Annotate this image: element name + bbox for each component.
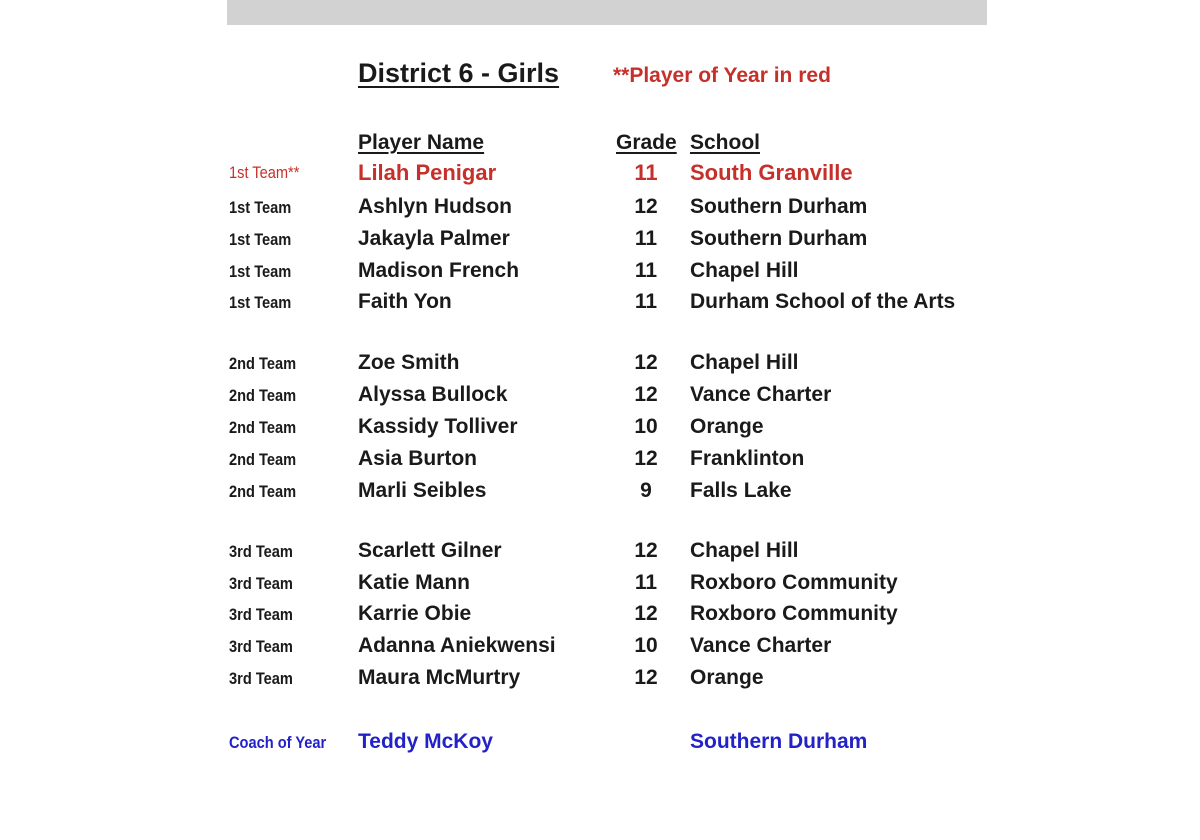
- table-row: [0, 571, 1200, 599]
- team-label: 1st Team: [229, 198, 292, 217]
- player-school: Orange: [690, 415, 764, 438]
- player-name: Lilah Penigar: [358, 160, 497, 185]
- player-school: Franklinton: [690, 447, 805, 470]
- player-grade: 11: [634, 290, 658, 313]
- table-row: [0, 666, 1200, 694]
- player-grade: 11: [634, 160, 658, 185]
- player-name: Maura McMurtry: [358, 666, 521, 689]
- player-name: Asia Burton: [358, 447, 478, 470]
- table-row: [0, 351, 1200, 379]
- team-label: 3rd Team: [229, 605, 293, 624]
- player-grade: 11: [634, 571, 658, 594]
- player-school: Vance Charter: [690, 383, 832, 406]
- player-grade: 12: [634, 666, 658, 689]
- player-name: Alyssa Bullock: [358, 383, 508, 406]
- table-row-player-of-year: [0, 160, 1200, 188]
- player-school: Vance Charter: [690, 634, 832, 657]
- team-label: 2nd Team: [229, 450, 297, 469]
- player-name: Jakayla Palmer: [358, 227, 510, 250]
- team-label: 2nd Team: [229, 354, 297, 373]
- table-row: [0, 602, 1200, 630]
- player-school: Chapel Hill: [690, 539, 799, 562]
- team-label: 3rd Team: [229, 637, 293, 656]
- player-grade: 11: [634, 259, 658, 282]
- table-row: [0, 227, 1200, 255]
- player-grade: 12: [634, 447, 658, 470]
- table-row: [0, 634, 1200, 662]
- team-label: 2nd Team: [229, 386, 297, 405]
- team-label: 2nd Team: [229, 418, 297, 437]
- player-of-year-note: **Player of Year in red: [613, 64, 831, 87]
- player-name: Kassidy Tolliver: [358, 415, 518, 438]
- team-label: 3rd Team: [229, 542, 293, 561]
- team-label: 1st Team: [229, 262, 292, 281]
- table-row: [0, 383, 1200, 411]
- player-school: Southern Durham: [690, 227, 868, 250]
- player-grade: 11: [634, 227, 658, 250]
- table-row: [0, 290, 1200, 318]
- team-label: 3rd Team: [229, 669, 293, 688]
- player-grade: 10: [634, 415, 658, 438]
- player-school: Falls Lake: [690, 479, 792, 502]
- player-grade: 10: [634, 634, 658, 657]
- column-header-player: Player Name: [358, 131, 485, 154]
- table-row: [0, 195, 1200, 223]
- player-name: Scarlett Gilner: [358, 539, 502, 562]
- player-grade: 12: [634, 539, 658, 562]
- table-row: [0, 479, 1200, 507]
- column-header-school: School: [690, 131, 761, 154]
- player-name: Katie Mann: [358, 571, 471, 594]
- top-gray-bar: [227, 0, 987, 25]
- player-school: Durham School of the Arts: [690, 290, 956, 313]
- player-grade: 12: [634, 383, 658, 406]
- table-row: [0, 415, 1200, 443]
- player-school: Orange: [690, 666, 764, 689]
- table-row: [0, 539, 1200, 567]
- player-school: Roxboro Community: [690, 571, 898, 594]
- team-label: 1st Team: [229, 293, 292, 312]
- player-name: Ashlyn Hudson: [358, 195, 513, 218]
- player-grade: 12: [634, 602, 658, 625]
- coach-label: Coach of Year: [229, 733, 327, 752]
- team-label: 2nd Team: [229, 482, 297, 501]
- player-name: Adanna Aniekwensi: [358, 634, 556, 657]
- team-label: 1st Team**: [229, 163, 300, 182]
- player-name: Karrie Obie: [358, 602, 472, 625]
- player-school: Chapel Hill: [690, 351, 799, 374]
- player-grade: 12: [634, 351, 658, 374]
- player-grade: 12: [634, 195, 658, 218]
- player-grade: 9: [640, 479, 652, 502]
- player-name: Zoe Smith: [358, 351, 460, 374]
- table-row: [0, 259, 1200, 287]
- coach-of-year-row: [0, 730, 1200, 758]
- player-name: Madison French: [358, 259, 520, 282]
- player-name: Marli Seibles: [358, 479, 487, 502]
- table-row: [0, 447, 1200, 475]
- player-name: Faith Yon: [358, 290, 452, 313]
- player-school: Chapel Hill: [690, 259, 799, 282]
- player-school: Roxboro Community: [690, 602, 898, 625]
- player-school: Southern Durham: [690, 195, 868, 218]
- coach-name: Teddy McKoy: [358, 730, 493, 753]
- page-title: District 6 - Girls: [358, 58, 560, 88]
- team-label: 1st Team: [229, 230, 292, 249]
- team-label: 3rd Team: [229, 574, 293, 593]
- column-header-grade: Grade: [616, 131, 677, 154]
- player-school: South Granville: [690, 160, 853, 185]
- coach-school: Southern Durham: [690, 730, 868, 753]
